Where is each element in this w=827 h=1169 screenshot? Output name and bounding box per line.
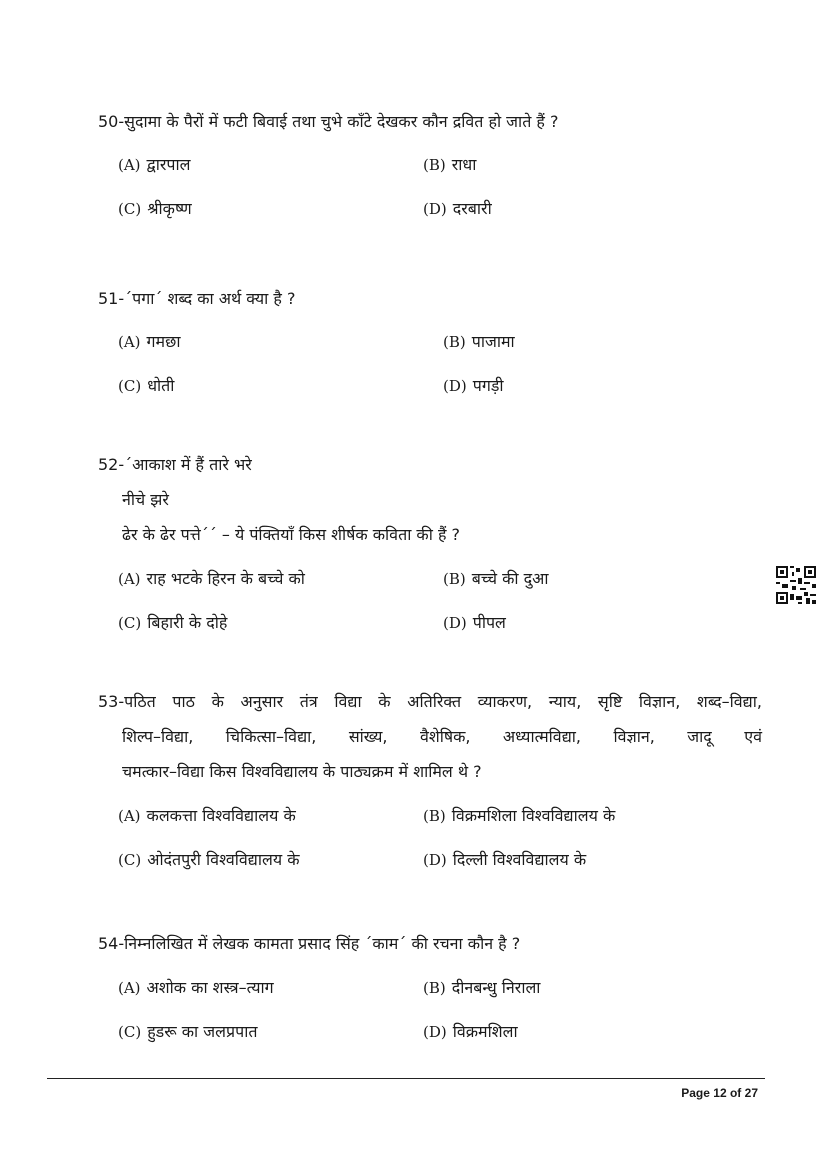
option-text: विक्रमशिला विश्वविद्यालय के [451, 806, 616, 825]
option-53-d[interactable] [423, 848, 586, 870]
page-of-word: of [729, 1086, 742, 1100]
option-54-a[interactable] [118, 976, 274, 998]
option-text: श्रीकृष्ण [147, 199, 192, 218]
option-label: (D) [423, 851, 447, 869]
option-51-a[interactable] [118, 330, 180, 352]
option-text: द्वारपाल [146, 155, 191, 174]
page-number [681, 1086, 758, 1100]
page-total: 27 [744, 1086, 758, 1100]
option-text: पीपल [472, 613, 506, 632]
option-label: (D) [443, 377, 467, 395]
page-word: Page [681, 1086, 710, 1100]
option-label: (A) [118, 156, 141, 174]
option-51-c[interactable] [118, 374, 174, 396]
option-label: (A) [118, 333, 141, 351]
option-text: अशोक का शस्त्र–त्याग [146, 978, 274, 997]
footer-divider [47, 1078, 765, 1079]
option-label: (D) [423, 200, 447, 218]
option-54-d[interactable] [423, 1020, 518, 1042]
qr-code-icon [776, 566, 816, 604]
option-text: दीनबन्धु निराला [451, 978, 541, 997]
option-text: राह भटके हिरन के बच्चे को [146, 569, 305, 588]
question-54-stem: 54-निम्नलिखित में लेखक कामता प्रसाद सिंह ´काम´ की रचना कौन है ? [98, 934, 521, 953]
option-label: (C) [118, 1023, 142, 1041]
option-label: (C) [118, 200, 142, 218]
option-text: पगड़ी [472, 376, 504, 395]
option-text: बच्चे की दुआ [471, 569, 549, 588]
option-54-c[interactable] [118, 1020, 257, 1042]
option-label: (C) [118, 377, 142, 395]
option-label: (B) [423, 156, 446, 174]
option-text: पाजामा [471, 332, 515, 351]
question-52-stem-line-2: नीचे झरे [122, 490, 169, 509]
page-current: 12 [713, 1086, 727, 1100]
option-text: बिहारी के दोहे [147, 613, 228, 632]
option-label: (B) [423, 979, 446, 997]
option-52-d[interactable] [443, 611, 506, 633]
option-50-c[interactable] [118, 197, 192, 219]
option-label: (B) [423, 807, 446, 825]
question-52-stem-line-1: 52-´आकाश में हैं तारे भरे [98, 455, 252, 474]
question-53-stem-line-2: शिल्प–विद्या, चिकित्सा–विद्या, सांख्य, वैशेषिक, अध्यात्मविद्या, विज्ञान, जादू एवं [122, 727, 762, 746]
option-label: (C) [118, 614, 142, 632]
option-text: धोती [147, 376, 175, 395]
option-50-a[interactable] [118, 153, 191, 175]
option-label: (B) [443, 570, 466, 588]
question-51-stem: 51-´पगा´ शब्द का अर्थ क्या है ? [98, 289, 296, 308]
option-51-b[interactable] [443, 330, 515, 352]
option-label: (A) [118, 570, 141, 588]
option-label: (B) [443, 333, 466, 351]
option-label: (A) [118, 979, 141, 997]
option-text: दरबारी [452, 199, 492, 218]
option-53-c[interactable] [118, 848, 300, 870]
option-text: कलकत्ता विश्वविद्यालय के [146, 806, 296, 825]
option-text: राधा [451, 155, 477, 174]
option-50-d[interactable] [423, 197, 492, 219]
option-53-a[interactable] [118, 804, 296, 826]
option-label: (D) [443, 614, 467, 632]
question-53-stem-line-1: 53-पठित पाठ के अनुसार तंत्र विद्या के अतिरिक्त व्याकरण, न्याय, सृष्टि विज्ञान, शब्द–विद्या, [98, 692, 762, 711]
option-label: (D) [423, 1023, 447, 1041]
question-52-stem-line-3: ढेर के ढेर पत्ते´´ – ये पंक्तियाँ किस शीर्षक कविता की हैं ? [122, 525, 461, 544]
option-52-a[interactable] [118, 567, 305, 589]
option-text: दिल्ली विश्वविद्यालय के [452, 850, 587, 869]
option-text: ओदंतपुरी विश्वविद्यालय के [147, 850, 300, 869]
option-51-d[interactable] [443, 374, 504, 396]
option-text: विक्रमशिला [452, 1022, 518, 1041]
option-label: (C) [118, 851, 142, 869]
question-53-stem-line-3: चमत्कार–विद्या किस विश्वविद्यालय के पाठ्यक्रम में शामिल थे ? [122, 762, 482, 781]
option-label: (A) [118, 807, 141, 825]
option-53-b[interactable] [423, 804, 615, 826]
option-54-b[interactable] [423, 976, 540, 998]
option-52-b[interactable] [443, 567, 549, 589]
option-52-c[interactable] [118, 611, 227, 633]
question-50-stem: 50-सुदामा के पैरों में फटी बिवाई तथा चुभे काँटे देखकर कौन द्रवित हो जाते हैं ? [98, 112, 559, 131]
option-text: हुडरू का जलप्रपात [147, 1022, 258, 1041]
option-text: गमछा [146, 332, 181, 351]
option-50-b[interactable] [423, 153, 476, 175]
